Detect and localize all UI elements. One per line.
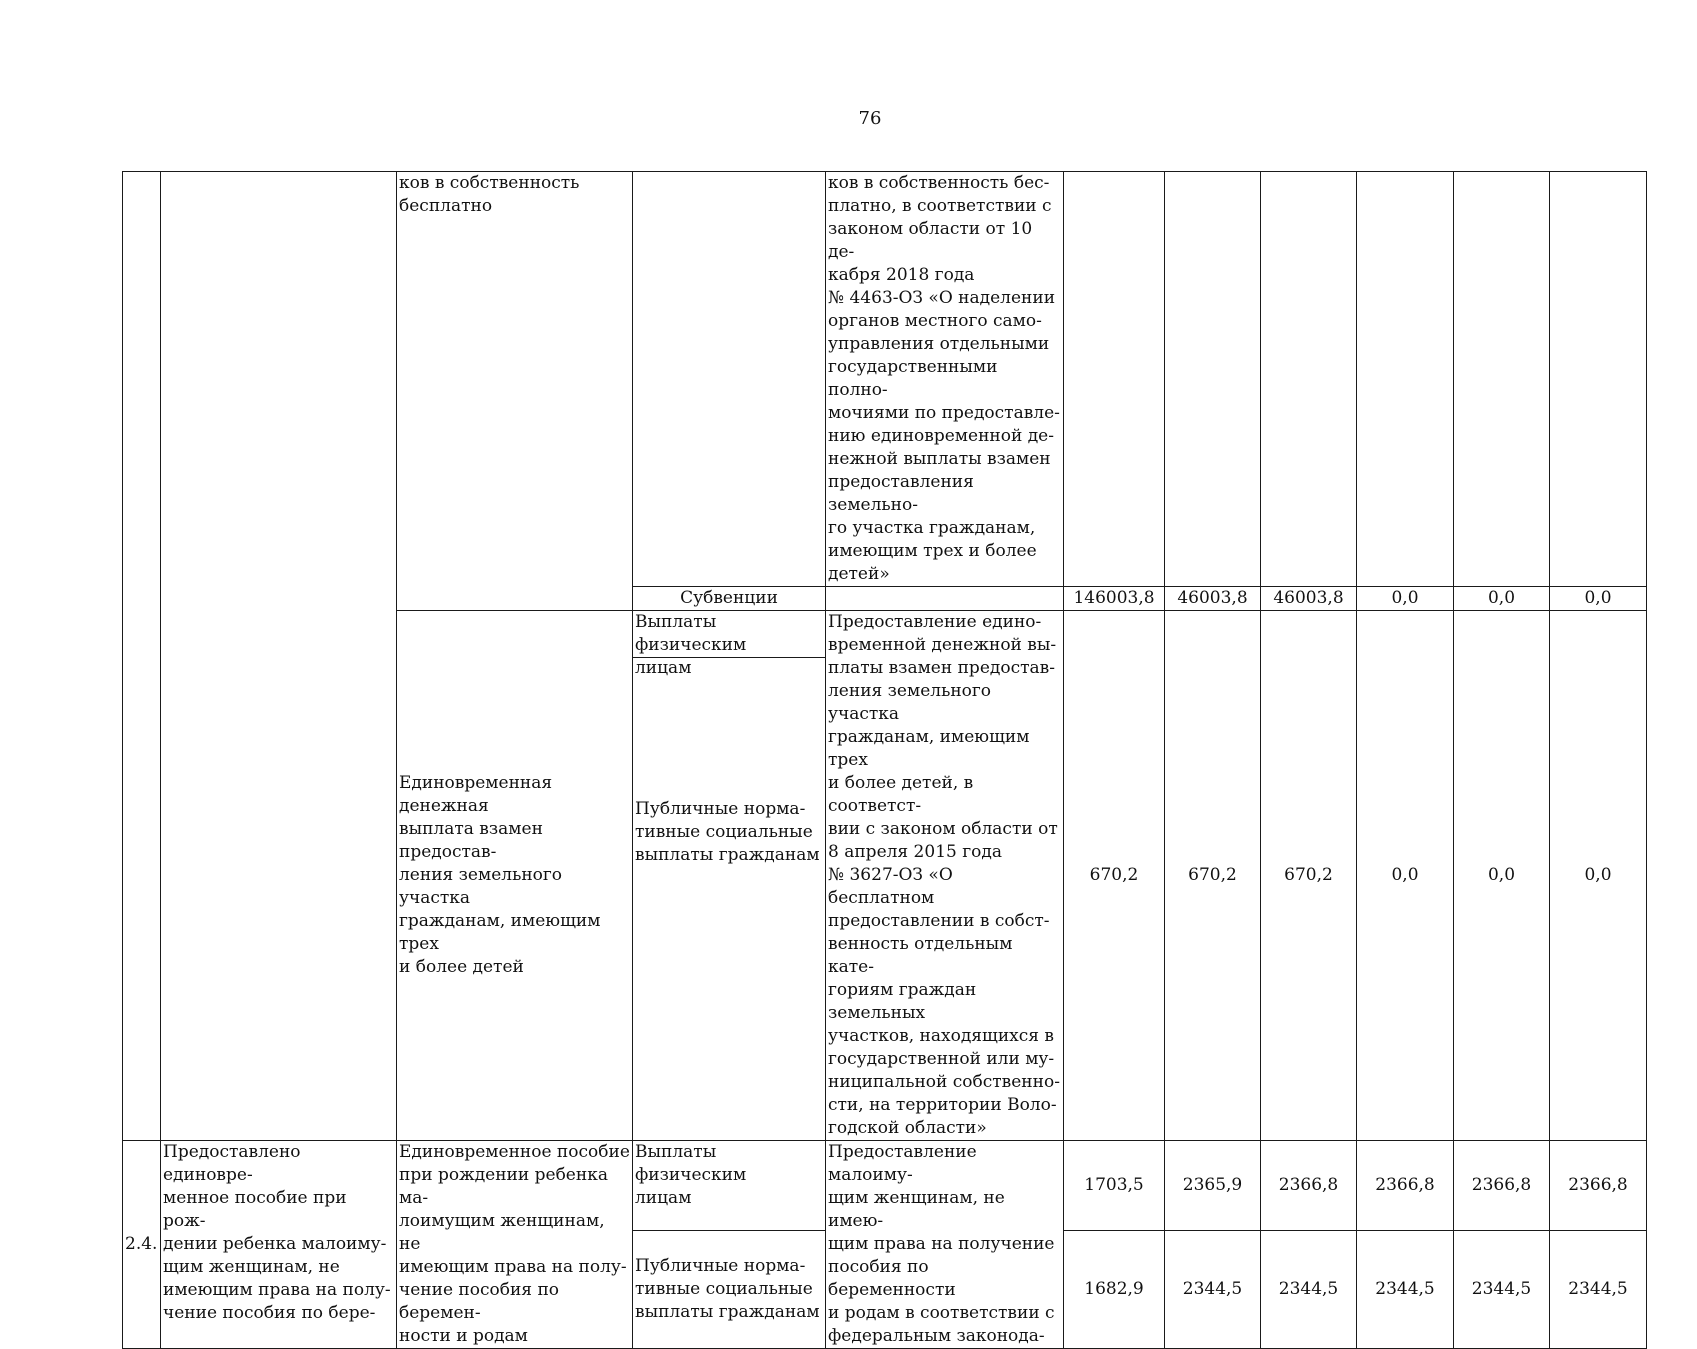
value-cell: 2366,8: [1550, 1141, 1647, 1231]
value-cell: 146003,8: [1064, 587, 1165, 611]
value-cell: 46003,8: [1261, 587, 1357, 611]
value-cell: 2365,9: [1165, 1141, 1261, 1231]
budget-table: [122, 171, 1647, 1349]
value-cell: 2366,8: [1357, 1141, 1454, 1231]
activity-cell: [397, 611, 633, 1141]
page-number: 76: [858, 108, 882, 129]
result-cell: [161, 172, 397, 1141]
value-cell: [1357, 172, 1454, 587]
activity-text: Единовременное пособие при рождении ребенка ма- лоимущим женщинам, не имеющим права на полу- чение пособия по беремен- ности и родам: [399, 1142, 630, 1346]
legal-basis-text: Предоставление малоиму- щим женщинам, не имею- щим права на получение пособия по беременности и родам в соответствии с федеральным законода-: [828, 1142, 1055, 1346]
value-cell: [1261, 172, 1357, 587]
result-cell: [161, 1141, 397, 1349]
value-cell: 2366,8: [1261, 1141, 1357, 1231]
expense-type-cell: [633, 1141, 826, 1231]
value-cell: 2344,5: [1261, 1230, 1357, 1348]
legal-basis-cell: [826, 587, 1064, 611]
activity-cell: [397, 1141, 633, 1349]
expense-type-cell: [633, 172, 826, 587]
activity-text: Единовременная денежная выплата взамен предостав- ления земельного участка гражданам, имеющим трех и более детей: [399, 773, 601, 977]
expense-type-text: Выплаты физическим лицам: [635, 1142, 747, 1208]
value-cell: 2344,5: [1550, 1230, 1647, 1348]
value-cell: 2366,8: [1454, 1141, 1550, 1231]
value-cell: [1064, 172, 1165, 587]
legal-basis-cell: [826, 1141, 1064, 1349]
result-text: Предоставлено единовре- менное пособие при рож- дении ребенка малоиму- щим женщинам, не имеющим права на полу- чение пособия по бере-: [163, 1142, 391, 1323]
expense-type-bottom: Публичные норма- тивные социальные выплаты гражданам: [635, 799, 820, 865]
value-cell: 670,2: [1165, 611, 1261, 1141]
value-cell: 2344,5: [1454, 1230, 1550, 1348]
value-cell: 2344,5: [1357, 1230, 1454, 1348]
value-cell: [1454, 172, 1550, 587]
table-row-continuation: [123, 172, 1647, 587]
legal-basis-cell: [826, 172, 1064, 587]
value-cell: 0,0: [1454, 611, 1550, 1141]
value-cell: 1682,9: [1064, 1230, 1165, 1348]
value-cell: [1165, 172, 1261, 587]
table-row-2-4-physical: [123, 1141, 1647, 1231]
value-cell: 0,0: [1550, 611, 1647, 1141]
expense-type-cell: [633, 1230, 826, 1348]
value-cell: 670,2: [1261, 611, 1357, 1141]
expense-type-text: Субвенции: [680, 588, 778, 608]
value-cell: 0,0: [1357, 587, 1454, 611]
value-cell: [1550, 172, 1647, 587]
row-number: 2.4.: [125, 1234, 158, 1254]
legal-basis-text: Предоставление едино- временной денежной вы- платы взамен предостав- ления земельного участка гражданам, имеющим трех и более детей, в соответст- вии с законом области от 8 апреля 2015 года № 3627-ОЗ «О бесплатном предоставлении в собст- венность отдельным кате- гориям граждан земельных участков, находящихся в государственной или му- ниципальной собственно- сти, на территории Воло- годской области»: [828, 612, 1060, 1138]
activity-cell: [397, 172, 633, 611]
legal-basis-text: ков в собственность бес- платно, в соответствии с законом области от 10 де- кабря 2018 года № 4463-ОЗ «О наделении органов местного само- управления отдельными государственными полно- мочиями по предоставле- нию единовременной де- нежной выплаты взамен предоставления земельно- го участка гражданам, имеющим трех и более детей»: [828, 173, 1060, 584]
value-cell: 670,2: [1064, 611, 1165, 1141]
expense-type-cell: [633, 611, 826, 1141]
legal-basis-cell: [826, 611, 1064, 1141]
expense-type-cell: [633, 587, 826, 611]
expense-type-top: Выплаты физическим лицам: [633, 611, 825, 658]
expense-type-text: Публичные норма- тивные социальные выплаты гражданам: [635, 1255, 820, 1322]
activity-text: ков в собственность бесплатно: [399, 173, 580, 216]
value-cell: 0,0: [1357, 611, 1454, 1141]
value-cell: 0,0: [1550, 587, 1647, 611]
value-cell: 1703,5: [1064, 1141, 1165, 1231]
number-cell: [123, 1141, 161, 1349]
value-cell: 0,0: [1454, 587, 1550, 611]
number-cell: [123, 172, 161, 1141]
value-cell: 46003,8: [1165, 587, 1261, 611]
value-cell: 2344,5: [1165, 1230, 1261, 1348]
